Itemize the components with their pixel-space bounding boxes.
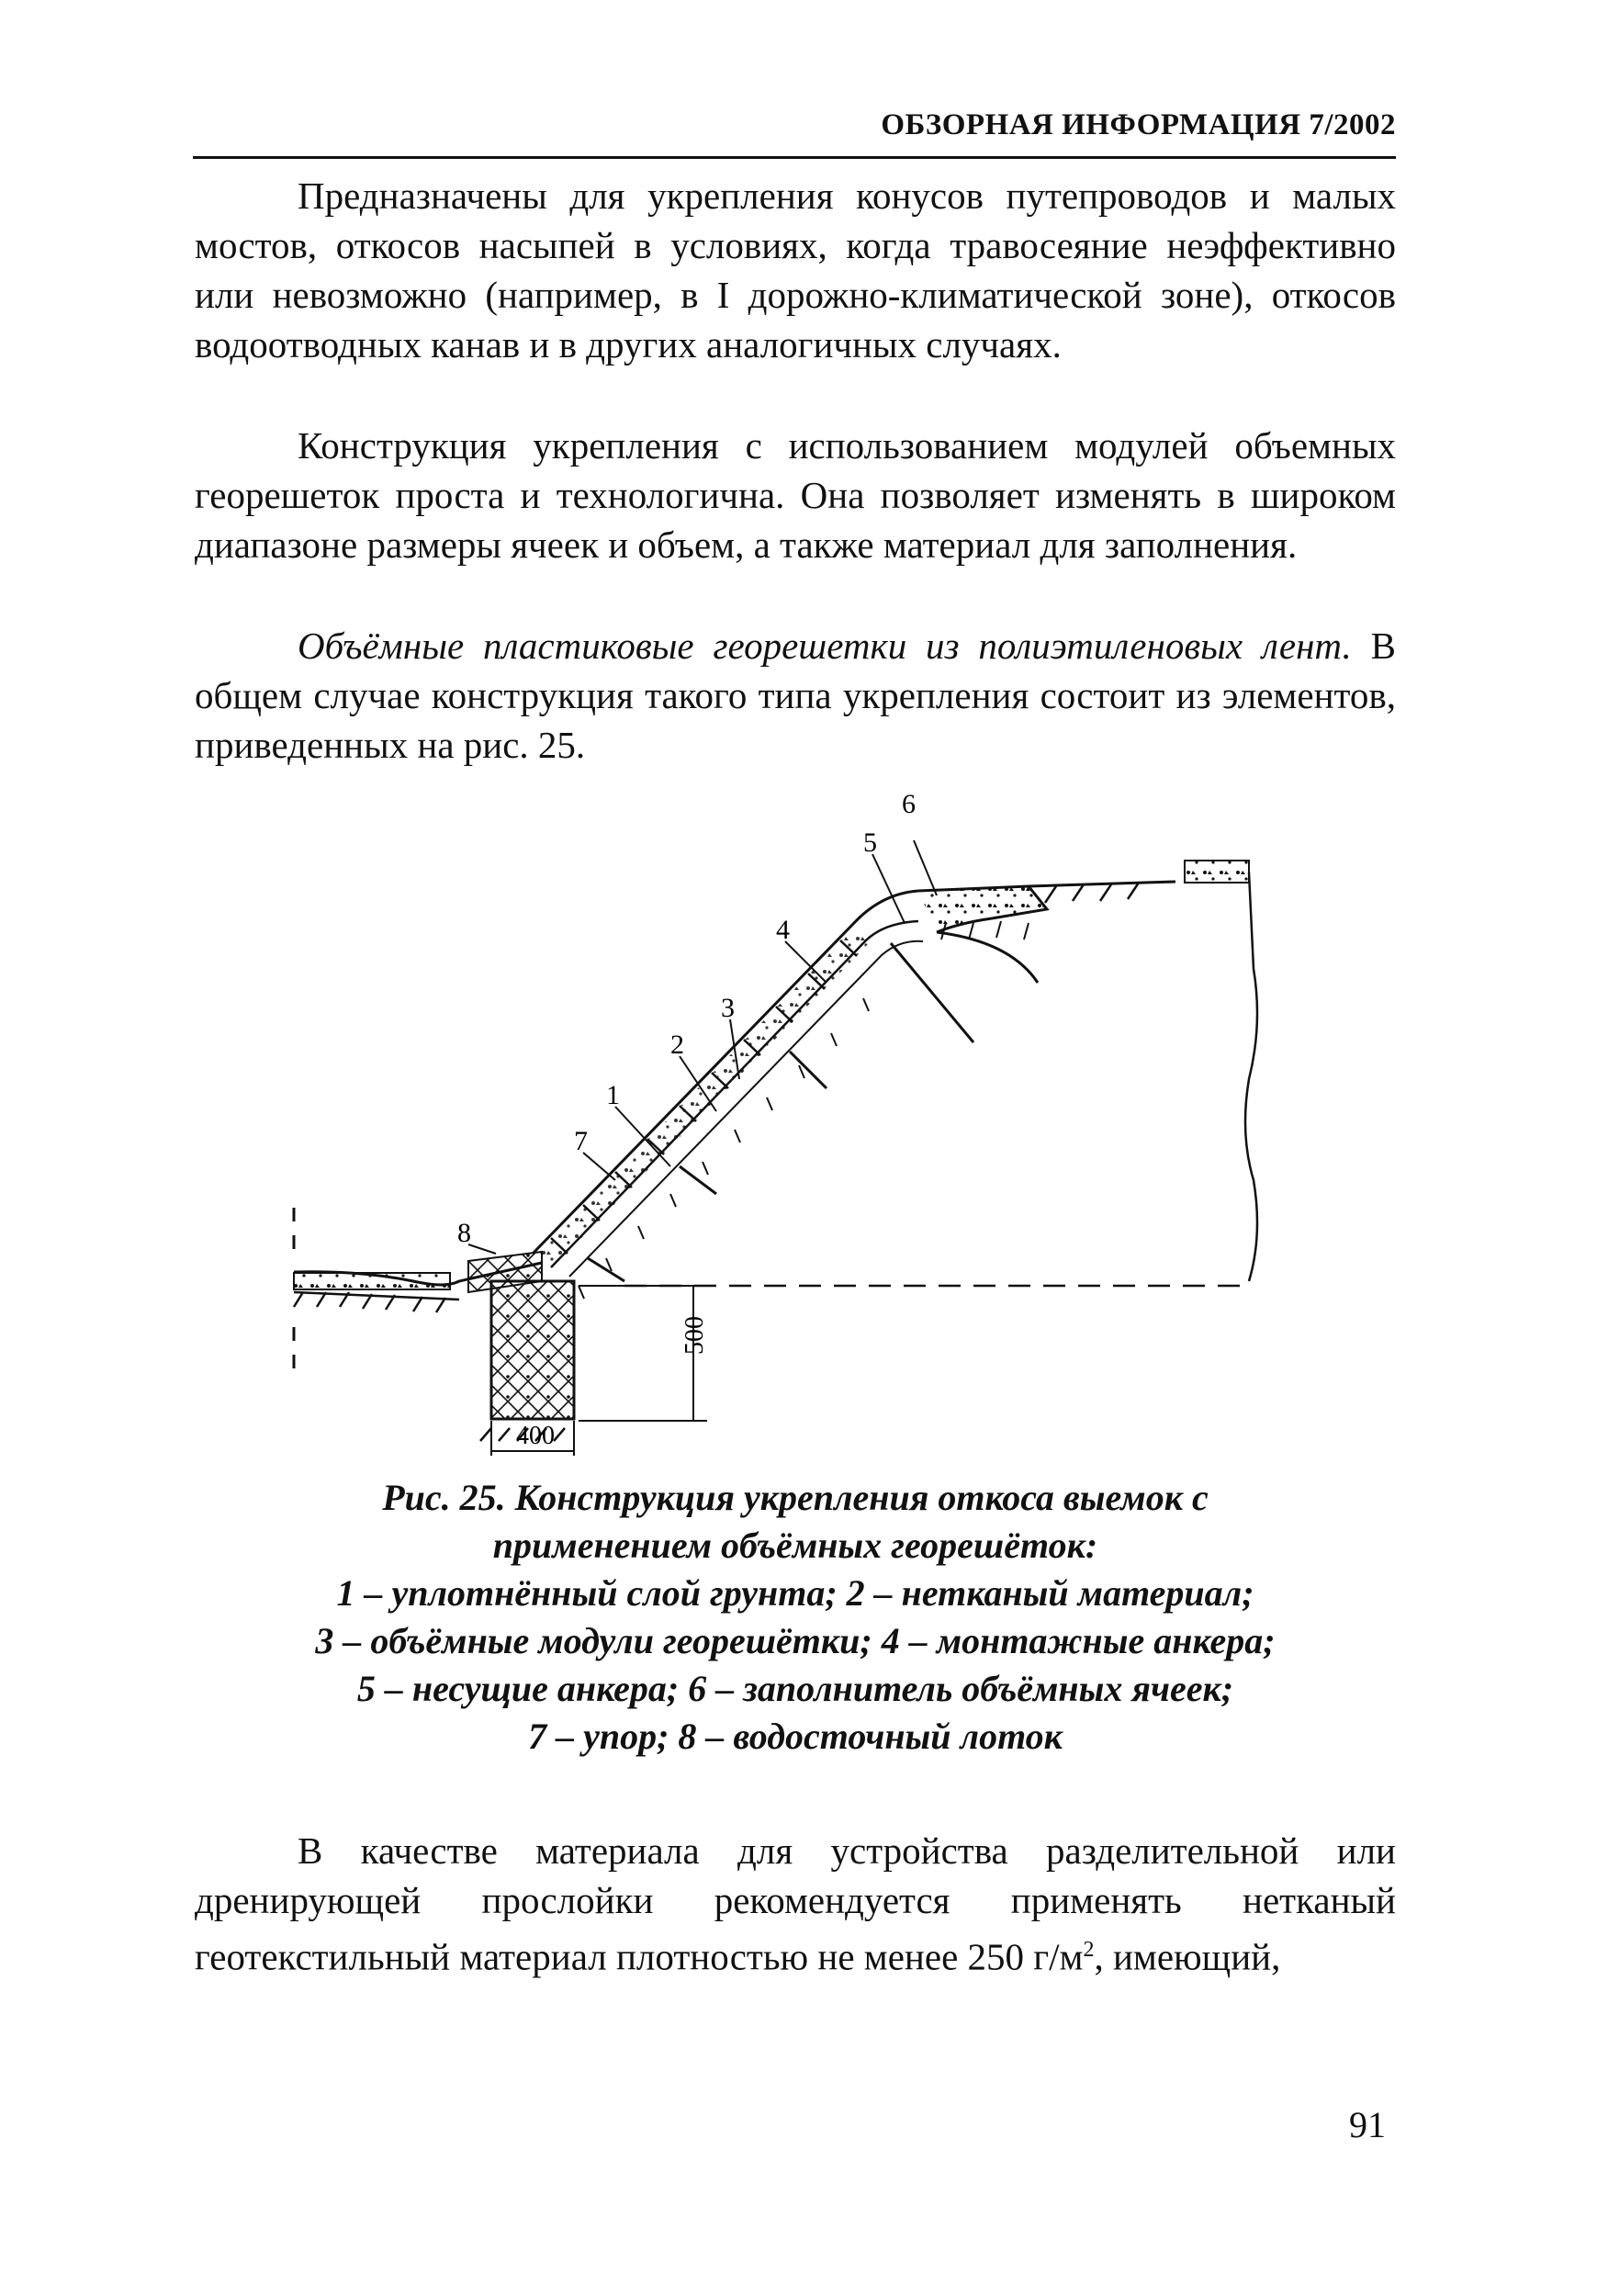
callout-2: 2 — [670, 1030, 684, 1060]
section-boundary-line — [1245, 872, 1257, 1281]
paragraph-4-superscript: 2 — [1083, 1938, 1095, 1962]
paragraph-3 — [195, 621, 1396, 770]
paragraph-2: Конструкция укрепления с использованием модулей объемных георешеток проста и технологична. Она позволяет изменять в широком диапазоне размеры ячеек и объем, а также материал для заполнения. — [195, 424, 1396, 566]
callout-5: 5 — [863, 827, 877, 858]
top-edge-fill — [1185, 861, 1249, 883]
dim-width-label: 400 — [516, 1422, 555, 1450]
running-header: ОБЗОРНАЯ ИНФОРМАЦИЯ 7/2002 — [881, 108, 1396, 141]
header-rule — [193, 156, 1396, 159]
caption-line-6: 7 – упор; 8 – водосточный лоток — [528, 1716, 1063, 1757]
paragraph-4 — [195, 1826, 1396, 1982]
paragraph-3-italic: Объёмные пластиковые георешетки из полиэтиленовых лент. — [298, 625, 1352, 667]
dim-height-label: 500 — [680, 1316, 709, 1355]
callout-7: 7 — [574, 1126, 588, 1156]
callout-8: 8 — [457, 1218, 471, 1248]
slope-ground-hatch — [579, 998, 869, 1299]
caption-line-4: 3 – объёмные модули георешётки; 4 – монтажные анкера; — [315, 1620, 1276, 1661]
slope-diagram — [276, 785, 1304, 1465]
crest-curve — [937, 932, 1038, 983]
caption-line-2: применением объёмных георешёток: — [492, 1525, 1098, 1566]
anchors — [588, 943, 973, 1281]
page-number: 91 — [1349, 2104, 1386, 2145]
callout-1: 1 — [606, 1080, 620, 1110]
figure-25 — [276, 785, 1304, 1465]
figure-caption — [195, 1474, 1396, 1761]
callout-3: 3 — [721, 993, 735, 1023]
stop-footing — [491, 1281, 574, 1419]
leader-lines — [468, 840, 937, 1254]
slope-geotextile-line — [569, 941, 923, 1277]
geocell-fill — [535, 925, 872, 1269]
paragraph-4-text: В качестве материала для устройства разделительной или дренирующей прослойки рекомендуется применять нетканый геотекстильный материал плотностью не менее 250 г/м — [195, 1829, 1396, 1978]
callout-4: 4 — [776, 915, 790, 945]
top-ground-line — [1029, 882, 1175, 886]
paragraph-3-text: В общем случае конструкция такого типа укрепления состоит из элементов, приведенных на рис. 25. — [195, 625, 1396, 766]
caption-line-5: 5 – несущие анкера; 6 – заполнитель объёмных ячеек; — [356, 1668, 1234, 1709]
caption-line-1: Рис. 25. Конструкция укрепления откоса выемок с — [382, 1477, 1209, 1518]
paragraph-1: Предназначены для укрепления конусов путепроводов и малых мостов, откосов насыпей в условиях, когда травосеяние неэффективно или невозможно (например, в I дорожно-климатической зоне), откосов водоотводных канав и в других аналогичных случаях. — [195, 174, 1396, 366]
paragraph-4-tail: , имеющий, — [1094, 1935, 1281, 1978]
caption-line-3: 1 – уплотнённый слой грунта; 2 – нетканый материал; — [336, 1572, 1254, 1614]
ditch-ground-hatch — [294, 1292, 459, 1312]
ditch-tray — [294, 1273, 450, 1289]
callout-6: 6 — [902, 789, 916, 819]
